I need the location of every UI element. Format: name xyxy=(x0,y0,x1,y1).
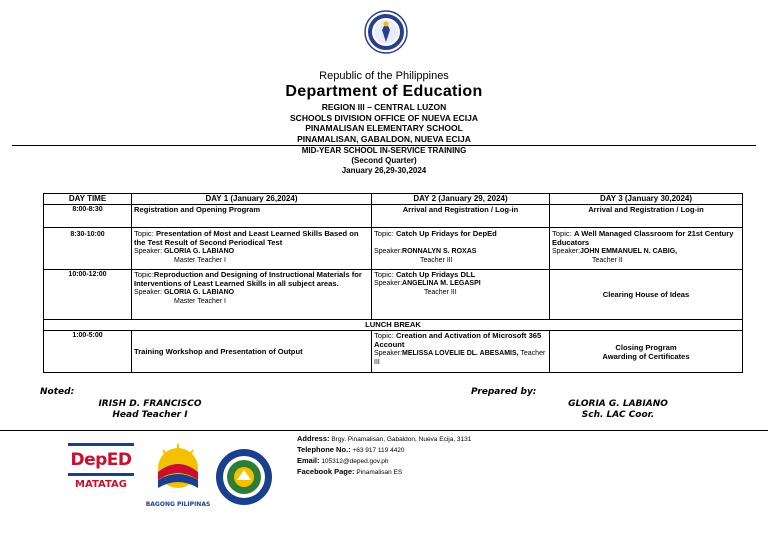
table-row xyxy=(44,205,743,228)
footer-divider xyxy=(0,430,768,431)
day1-cell: Training Workshop and Presentation of Output xyxy=(132,331,372,373)
topic xyxy=(374,270,547,279)
address-line: PINAMALISAN, GABALDON, NUEVA ECIJA xyxy=(297,133,471,144)
prepared-label: Prepared by: xyxy=(471,387,537,397)
topic-label: Topic: xyxy=(134,229,156,238)
prepared-name: GLORIA G. LABIANO xyxy=(568,399,668,409)
day2-cell xyxy=(372,270,550,320)
lunch-row xyxy=(44,320,743,331)
contact-info xyxy=(297,434,471,478)
speaker-role: Teacher III xyxy=(424,289,457,296)
day3-cell xyxy=(550,331,743,373)
topic xyxy=(134,270,369,288)
awarding: Awarding of Certificates xyxy=(602,351,690,361)
noted-title: Head Teacher I xyxy=(112,410,188,420)
topic-text: A Well Managed Classroom for 21st Century Educators xyxy=(552,229,734,247)
day2-cell xyxy=(372,331,550,373)
speaker-label: Speaker: xyxy=(134,248,164,255)
speaker-name: GLORIA G. LABIANO xyxy=(163,248,235,255)
phone-value: +63 917 119 4420 xyxy=(350,447,405,454)
deped-matatag-logo xyxy=(68,443,134,503)
col-header-day2: DAY 2 (January 29, 2024) xyxy=(372,194,550,205)
bagong-pilipinas-text: BAGONG PILIPINAS xyxy=(145,501,211,508)
topic-label: Topic: xyxy=(134,270,154,279)
col-header-time: DAY TIME xyxy=(44,194,132,205)
logo-bar xyxy=(68,473,134,476)
topic-label: Topic: xyxy=(374,331,396,340)
topic xyxy=(374,229,547,238)
speaker-role: Master Teacher I xyxy=(174,257,227,264)
matatag-wordmark: MATATAG xyxy=(75,479,127,490)
email-value: 105312@deped.gov.ph xyxy=(319,458,389,465)
topic-label: Topic: xyxy=(374,229,396,238)
day1-cell xyxy=(132,270,372,320)
address-value: Brgy. Pinamalisan, Gabaldon, Nueva Ecija, 3131 xyxy=(329,436,472,443)
logo-bar xyxy=(68,443,134,446)
time-cell: 1:00-5:00 xyxy=(44,331,132,373)
speaker-role: Teacher III xyxy=(420,257,453,264)
speaker-label: Speaker: xyxy=(552,248,581,255)
topic-text: Reproduction and Designing of Instructional Materials for Interventions of Least Learned Skills in all subject areas. xyxy=(134,270,362,288)
speaker-name: ANGELINA M. LEGASPI xyxy=(402,280,481,287)
school-seal-icon xyxy=(215,448,273,506)
table-row xyxy=(44,331,743,373)
speaker-name: JOHN EMMANUEL N. CABIG, xyxy=(580,248,678,255)
speaker-name: RONNALYN S. ROXAS xyxy=(402,248,477,255)
speaker-name: MELISSA LOVELIE DL. ABESAMIS, xyxy=(402,350,519,357)
noted-label: Noted: xyxy=(40,387,75,397)
topic-label: Topic: xyxy=(374,270,396,279)
day3-cell xyxy=(550,228,743,270)
facebook-row xyxy=(297,467,471,478)
table-header-row xyxy=(44,194,743,205)
speaker-label: Speaker: xyxy=(134,289,164,296)
division-line: SCHOOLS DIVISION OFFICE OF NUEVA ECIJA xyxy=(290,112,478,123)
speaker-label: Speaker: xyxy=(374,350,403,357)
speaker xyxy=(134,288,369,297)
lunch-break: LUNCH BREAK xyxy=(44,320,743,331)
speaker xyxy=(374,279,547,288)
day1-cell xyxy=(132,228,372,270)
deped-seal-icon xyxy=(364,10,408,54)
school-line: PINAMALISAN ELEMENTARY SCHOOL xyxy=(305,123,463,133)
email-label: Email: xyxy=(297,456,320,465)
day3-cell: Clearing House of Ideas xyxy=(550,270,743,320)
phone-row xyxy=(297,445,471,456)
bagong-pilipinas-logo xyxy=(143,442,213,506)
day1-cell: Registration and Opening Program xyxy=(132,205,372,228)
facebook-label: Facebook Page: xyxy=(297,467,355,476)
facebook-value: Pinamalisan ES xyxy=(354,469,403,476)
topic xyxy=(374,331,547,349)
event-heading xyxy=(0,146,768,176)
deped-wordmark: DepED xyxy=(70,450,132,470)
event-dates: January 26,29-30,2024 xyxy=(341,166,427,175)
office-lines xyxy=(0,102,768,144)
speaker-role: Teacher III xyxy=(374,350,546,366)
topic-text: Presentation of Most and Least Learned Skills Based on the Test Result of Second Periodical Test xyxy=(134,229,359,247)
speaker xyxy=(374,247,547,256)
address-row xyxy=(297,434,471,445)
day3-cell: Arrival and Registration / Log-in xyxy=(550,205,743,228)
col-header-day1: DAY 1 (January 26,2024) xyxy=(132,194,372,205)
phone-label: Telephone No.: xyxy=(297,445,351,454)
topic xyxy=(134,229,369,247)
topic-label: Topic: xyxy=(552,229,574,238)
closing-program: Closing Program xyxy=(615,342,677,352)
noted-name: IRISH D. FRANCISCO xyxy=(98,399,202,409)
topic-text: Catch Up Fridays for DepEd xyxy=(395,229,497,238)
speaker-name: GLORIA G. LABIANO xyxy=(163,289,235,296)
address-label: Address: xyxy=(297,434,330,443)
prepared-block xyxy=(548,399,688,421)
bagong-pilipinas-icon xyxy=(143,442,213,496)
day2-cell: Arrival and Registration / Log-in xyxy=(372,205,550,228)
republic-line: Republic of the Philippines xyxy=(319,70,449,82)
schedule-table xyxy=(43,193,743,373)
noted-block xyxy=(80,399,220,421)
time-cell: 10:00-12:00 xyxy=(44,270,132,320)
region-line: REGION III – CENTRAL LUZON xyxy=(321,102,447,112)
topic-text: Creation and Activation of Microsoft 365 Account xyxy=(374,331,542,349)
event-quarter: (Second Quarter) xyxy=(351,156,417,165)
speaker-label: Speaker: xyxy=(374,280,403,287)
department-title: Department of Education xyxy=(285,83,483,100)
topic-text: Catch Up Fridays DLL xyxy=(395,270,476,279)
speaker xyxy=(134,247,369,256)
topic xyxy=(552,229,740,247)
speaker-role: Master Teacher I xyxy=(174,298,227,305)
speaker xyxy=(374,349,547,367)
table-row xyxy=(44,228,743,270)
day2-cell xyxy=(372,228,550,270)
time-cell: 8:00-8:30 xyxy=(44,205,132,228)
email-row xyxy=(297,456,471,467)
event-title: MID-YEAR SCHOOL IN-SERVICE TRAINING xyxy=(301,146,467,155)
prepared-title: Sch. LAC Coor. xyxy=(581,410,655,420)
speaker-label: Speaker: xyxy=(374,248,403,255)
table-row xyxy=(44,270,743,320)
col-header-day3: DAY 3 (January 30,2024) xyxy=(550,194,743,205)
speaker-role: Teacher II xyxy=(592,257,623,264)
speaker xyxy=(552,247,740,256)
time-cell: 8:30-10:00 xyxy=(44,228,132,270)
